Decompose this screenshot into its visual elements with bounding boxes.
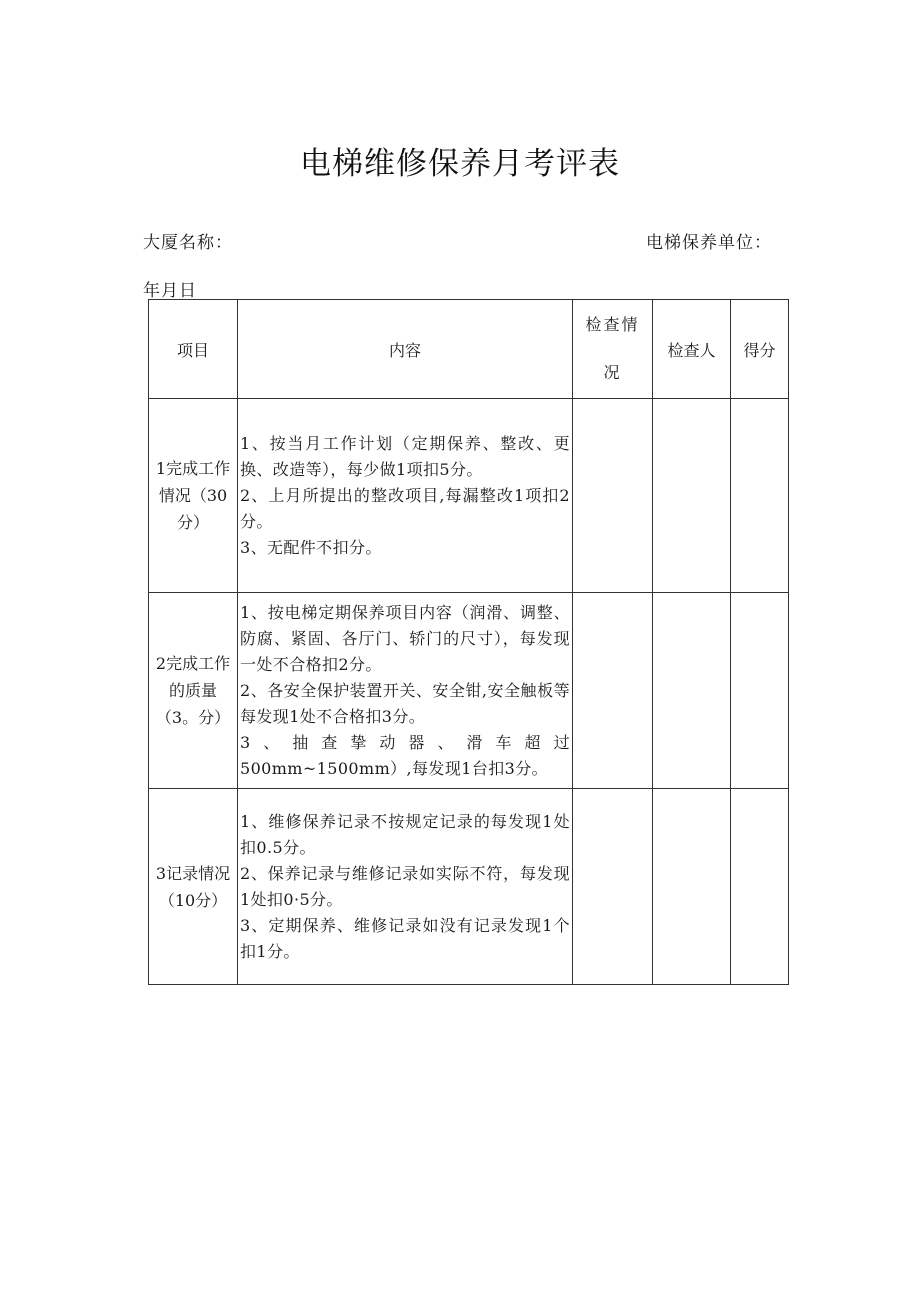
- header-item: 项目: [149, 300, 238, 399]
- score-cell[interactable]: [731, 789, 789, 985]
- header-content: 内容: [238, 300, 573, 399]
- score-cell[interactable]: [731, 593, 789, 789]
- inspector-cell[interactable]: [653, 399, 731, 593]
- score-cell[interactable]: [731, 399, 789, 593]
- content-line: 1、按当月工作计划（定期保养、整改、更换、改造等），每少做1项扣5分。: [240, 433, 570, 479]
- page-title: 电梯维修保养月考评表: [300, 146, 620, 182]
- content-line: 2、保养记录与维修记录如实际不符，每发现1处扣0·5分。: [240, 863, 570, 909]
- content-cell: [238, 789, 573, 985]
- content-cell: [238, 593, 573, 789]
- item-cell: 2完成工作的质量（3。分）: [149, 593, 238, 789]
- content-line: 3、定期保养、维修记录如没有记录发现1个扣1分。: [240, 915, 570, 961]
- content-line: 1、维修保养记录不按规定记录的每发现1处扣0.5分。: [240, 811, 570, 857]
- header-score: 得分: [731, 300, 789, 399]
- check-cell[interactable]: [573, 789, 653, 985]
- evaluation-table: [148, 299, 789, 985]
- item-cell: 3记录情况（10分）: [149, 789, 238, 985]
- table-row: [149, 399, 789, 593]
- table-header-row: [149, 300, 789, 399]
- building-name-label: 大厦名称：: [143, 233, 233, 253]
- maintenance-unit-label: 电梯保养单位：: [646, 233, 772, 253]
- table-row: [149, 789, 789, 985]
- content-line: 1、按电梯定期保养项目内容（润滑、调整、防腐、紧固、各厅门、轿门的尺寸），每发现一处不合格扣2分。: [240, 602, 570, 674]
- content-line: 2、上月所提出的整改项目,每漏整改1项扣2分。: [240, 485, 570, 531]
- header-inspector: 检查人: [653, 300, 731, 399]
- check-cell[interactable]: [573, 593, 653, 789]
- date-label: 年月日: [143, 281, 197, 301]
- content-line: 3、抽查挚动器、滑车超过500mm~1500mm）,每发现1台扣3分。: [240, 732, 570, 778]
- content-line: 2、各安全保护装置开关、安全钳,安全触板等每发现1处不合格扣3分。: [240, 680, 570, 726]
- item-cell: 1完成工作情况（30分）: [149, 399, 238, 593]
- content-cell: [238, 399, 573, 593]
- inspector-cell[interactable]: [653, 789, 731, 985]
- header-check: 检查情况: [573, 300, 653, 399]
- content-line: 3、无配件不扣分。: [240, 537, 382, 557]
- table-row: [149, 593, 789, 789]
- inspector-cell[interactable]: [653, 593, 731, 789]
- check-cell[interactable]: [573, 399, 653, 593]
